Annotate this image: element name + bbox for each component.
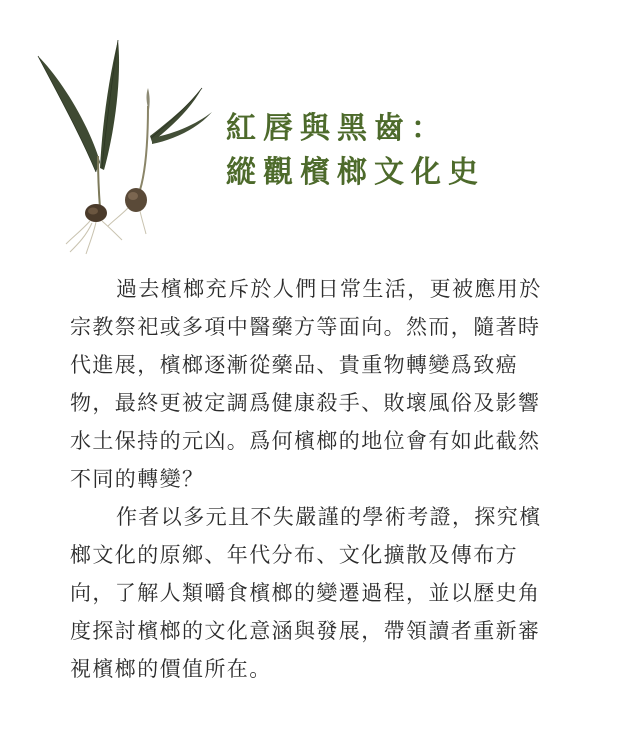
left-seedling-icon <box>38 40 122 254</box>
paragraph-2-line-5: 視檳榔的價值所在。 <box>70 657 272 681</box>
paragraph-1-line-1: 過去檳榔充斥於人們日常生活，更被應用於 <box>116 277 542 301</box>
paragraph-1-line-5: 水土保持的元凶。爲何檳榔的地位會有如此截然 <box>70 429 541 453</box>
paragraph-1-line-4: 物，最終更被定調爲健康殺手、敗壞風俗及影響 <box>70 391 541 415</box>
paragraph-2-line-1: 作者以多元且不失嚴謹的學術考證，探究檳 <box>116 505 542 529</box>
right-seedling-icon <box>108 88 212 234</box>
book-title <box>226 107 485 195</box>
paragraph-1-line-3: 代進展，檳榔逐漸從藥品、貴重物轉變爲致癌 <box>70 353 518 377</box>
paragraph-2-line-3: 向，了解人類嚼食檳榔的變遷過程，並以歷史角 <box>70 581 541 605</box>
title-line-2: 縱觀檳榔文化史 <box>226 155 485 190</box>
title-line-1: 紅唇與黑齒： <box>226 111 448 146</box>
paragraph-2-line-2: 榔文化的原鄉、年代分布、文化擴散及傳布方 <box>70 543 518 567</box>
paragraph-1-line-2: 宗教祭祀或多項中醫藥方等面向。然而，隨著時 <box>70 315 541 339</box>
paragraph-1-line-6: 不同的轉變？ <box>70 467 205 491</box>
paragraph-2-line-4: 度探討檳榔的文化意涵與發展，帶領讀者重新審 <box>70 619 541 643</box>
book-description <box>70 270 580 688</box>
betel-seedling-illustration <box>30 30 220 260</box>
